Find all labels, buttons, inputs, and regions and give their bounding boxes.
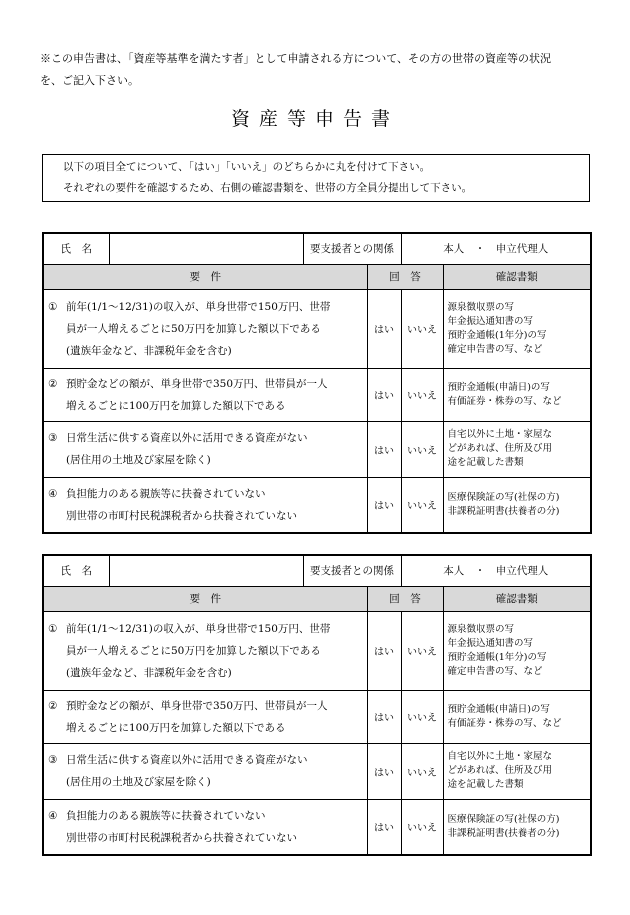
- requirement-text: ① 前年(1/1～12/31)の収入が、単身世帯で150万円、世帯 員が一人増えるごとに50万円を加算した額以下である (遺族年金など、非課税年金を含む): [43, 611, 367, 690]
- requirement-row-4: [43, 799, 591, 855]
- required-documents: 源泉徴収票の写 年金振込通知書の写 預貯金通帳(1年分)の写 確定申告書の写、など: [443, 289, 591, 368]
- header-requirement: 要 件: [43, 264, 367, 289]
- required-documents: 源泉徴収票の写 年金振込通知書の写 預貯金通帳(1年分)の写 確定申告書の写、など: [443, 611, 591, 690]
- header-requirement: 要 件: [43, 586, 367, 611]
- required-documents: 医療保険証の写(社保の方) 非課税証明書(扶養者の分): [443, 799, 591, 855]
- requirement-text: ② 預貯金などの額が、単身世帯で350万円、世帯員が一人 増えるごとに100万円を加算した額以下である: [43, 690, 367, 743]
- answer-no[interactable]: いいえ: [401, 421, 443, 477]
- answer-no[interactable]: いいえ: [401, 477, 443, 533]
- answer-no[interactable]: いいえ: [401, 289, 443, 368]
- name-row: [43, 555, 591, 586]
- requirement-row-3: [43, 743, 591, 799]
- intro-note: [40, 48, 600, 92]
- answer-yes[interactable]: はい: [367, 477, 401, 533]
- intro-line-1: ※この申告書は、「資産等基準を満たす者」として申請される方について、その方の世帯の資産等の状況: [40, 52, 552, 65]
- name-label: 氏 名: [43, 555, 109, 586]
- requirement-row-1: [43, 289, 591, 368]
- answer-yes[interactable]: はい: [367, 690, 401, 743]
- header-documents: 確認書類: [443, 264, 591, 289]
- name-label: 氏 名: [43, 233, 109, 264]
- requirement-row-3: [43, 421, 591, 477]
- answer-yes[interactable]: はい: [367, 743, 401, 799]
- answer-yes[interactable]: はい: [367, 611, 401, 690]
- instruction-line-1: 以下の項目全てについて、「はい」「いいえ」のどちらかに丸を付けて下さい。: [63, 161, 431, 173]
- answer-no[interactable]: いいえ: [401, 690, 443, 743]
- declaration-form-2: [42, 554, 592, 856]
- relation-label: 要支援者との関係: [303, 233, 401, 264]
- requirement-row-4: [43, 477, 591, 533]
- name-input-cell[interactable]: [109, 555, 303, 586]
- relation-options[interactable]: 本人 ・ 申立代理人: [401, 555, 591, 586]
- requirement-row-2: [43, 368, 591, 421]
- header-answer: 回 答: [367, 586, 443, 611]
- requirement-row-1: [43, 611, 591, 690]
- page-title: 資産等申告書: [230, 108, 399, 130]
- requirement-text: ③ 日常生活に供する資産以外に活用できる資産がない (居住用の土地及び家屋を除く): [43, 421, 367, 477]
- intro-line-2: を、ご記入下さい。: [40, 74, 139, 87]
- required-documents: 預貯金通帳(申請日)の写 有価証券・株券の写、など: [443, 368, 591, 421]
- answer-no[interactable]: いいえ: [401, 368, 443, 421]
- relation-label: 要支援者との関係: [303, 555, 401, 586]
- header-answer: 回 答: [367, 264, 443, 289]
- required-documents: 自宅以外に土地・家屋な どがあれば、住所及び用 途を記載した書類: [443, 421, 591, 477]
- answer-no[interactable]: いいえ: [401, 799, 443, 855]
- table-header: [43, 586, 591, 611]
- requirement-text: ④ 負担能力のある親族等に扶養されていない 別世帯の市町村民税課税者から扶養されていない: [43, 799, 367, 855]
- requirement-row-2: [43, 690, 591, 743]
- answer-no[interactable]: いいえ: [401, 743, 443, 799]
- header-documents: 確認書類: [443, 586, 591, 611]
- required-documents: 預貯金通帳(申請日)の写 有価証券・株券の写、など: [443, 690, 591, 743]
- instruction-line-2: それぞれの要件を確認するため、右側の確認書類を、世帯の方全員分提出して下さい。: [63, 182, 473, 194]
- answer-yes[interactable]: はい: [367, 368, 401, 421]
- instruction-box: [42, 154, 590, 202]
- required-documents: 医療保険証の写(社保の方) 非課税証明書(扶養者の分): [443, 477, 591, 533]
- requirement-text: ① 前年(1/1～12/31)の収入が、単身世帯で150万円、世帯 員が一人増えるごとに50万円を加算した額以下である (遺族年金など、非課税年金を含む): [43, 289, 367, 368]
- answer-yes[interactable]: はい: [367, 799, 401, 855]
- answer-yes[interactable]: はい: [367, 289, 401, 368]
- answer-yes[interactable]: はい: [367, 421, 401, 477]
- requirement-text: ② 預貯金などの額が、単身世帯で350万円、世帯員が一人 増えるごとに100万円を加算した額以下である: [43, 368, 367, 421]
- relation-options[interactable]: 本人 ・ 申立代理人: [401, 233, 591, 264]
- answer-no[interactable]: いいえ: [401, 611, 443, 690]
- name-row: [43, 233, 591, 264]
- declaration-form-1: [42, 232, 592, 534]
- requirement-text: ③ 日常生活に供する資産以外に活用できる資産がない (居住用の土地及び家屋を除く): [43, 743, 367, 799]
- name-input-cell[interactable]: [109, 233, 303, 264]
- requirement-text: ④ 負担能力のある親族等に扶養されていない 別世帯の市町村民税課税者から扶養されていない: [43, 477, 367, 533]
- table-header: [43, 264, 591, 289]
- required-documents: 自宅以外に土地・家屋な どがあれば、住所及び用 途を記載した書類: [443, 743, 591, 799]
